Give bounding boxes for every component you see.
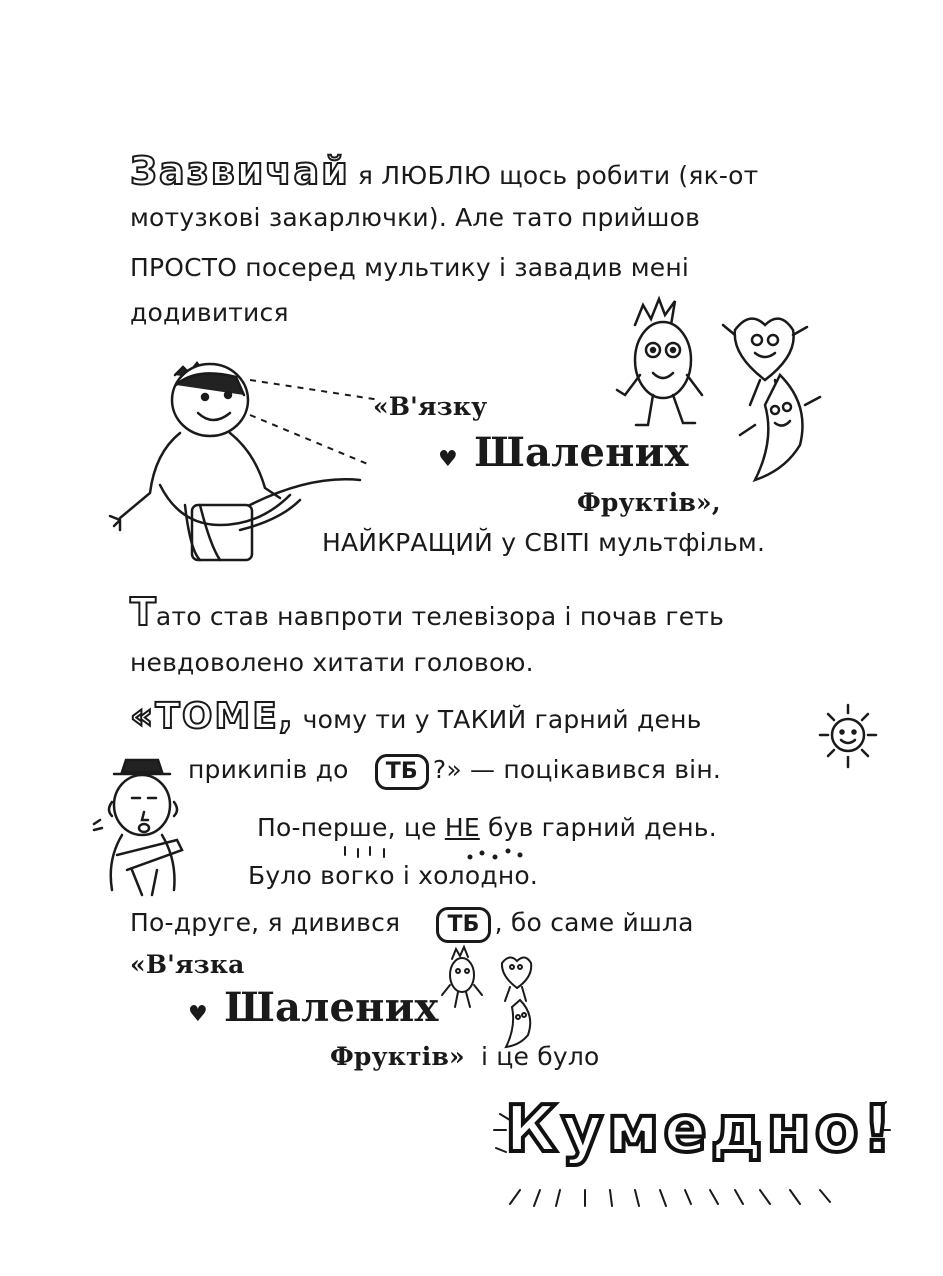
reply-line3-after: , бо саме йшла (494, 908, 694, 937)
word-usually: Зазвичай (130, 149, 350, 193)
cartoon-title-1-part2-row (438, 430, 689, 483)
para1-line1-rest: я ЛЮБЛЮ щось робити (як-от (357, 161, 759, 190)
quote-line1-rest: чому ти у ТАКИЙ гарний день (302, 705, 702, 734)
drip-marks-decoration (340, 845, 540, 865)
para2-line1 (130, 590, 725, 634)
cartoon-title-1-part3: Фруктів», (577, 488, 721, 517)
quote-line2-before: прикипів до (188, 755, 349, 784)
para1-line3: ПРОСТО посеред мультику і завадив мені (130, 253, 690, 282)
reply-line3-before: По-друге, я дивився (130, 908, 401, 937)
dad-illustration (92, 760, 212, 900)
reply-line2: Було вогко і холодно. (248, 861, 539, 890)
quote-name: «ТОМЕ, (130, 696, 295, 737)
heart-icon: ♥ (438, 447, 458, 472)
reply-line1-after: був гарний день. (487, 813, 717, 842)
quote-line1 (130, 696, 702, 737)
cartoon-title-2-part1: «В'язка (130, 950, 245, 979)
reply-line1 (257, 813, 717, 843)
small-fruit-characters-illustration (440, 945, 550, 1045)
cartoon-title-2-part2: Шалених (224, 984, 439, 1031)
reply-line3 (130, 907, 694, 943)
sun-icon (810, 700, 890, 780)
para1-line4: додивитися (130, 298, 289, 327)
funny-word: Кумедно! (505, 1093, 896, 1167)
reply-line1-before: По-перше, це (257, 813, 437, 842)
para1-line1 (130, 149, 759, 193)
cartoon-title-1-part1: «В'язку (373, 392, 488, 421)
tv-badge-2: ТБ (436, 907, 490, 943)
cartoon-title-2-tail: і це було (481, 1042, 600, 1071)
line-best-cartoon: НАЙКРАЩИЙ у СВІТІ мультфільм. (322, 528, 766, 557)
para2-line1-rest: ато став навпроти телевізора і почав геть (155, 602, 725, 631)
para2-line2: невдоволено хитати головою. (130, 648, 534, 677)
para1-line2: мотузкові закарлючки). Але тато прийшов (130, 203, 701, 232)
quote-line2-after: ?» — поцікавився він. (432, 755, 722, 784)
heart-icon-2: ♥ (188, 1002, 208, 1027)
cartoon-title-2-part2-row (188, 985, 439, 1038)
para2-first-letter: Т (130, 590, 156, 634)
cartoon-title-2-part3: Фруктів» (330, 1042, 465, 1071)
reply-line1-ne: НЕ (444, 813, 480, 842)
cartoon-title-1-part2: Шалених (474, 429, 689, 476)
cartoon-title-2-row3 (330, 1042, 600, 1072)
quote-line2 (188, 754, 721, 790)
tv-badge: ТБ (375, 754, 429, 790)
